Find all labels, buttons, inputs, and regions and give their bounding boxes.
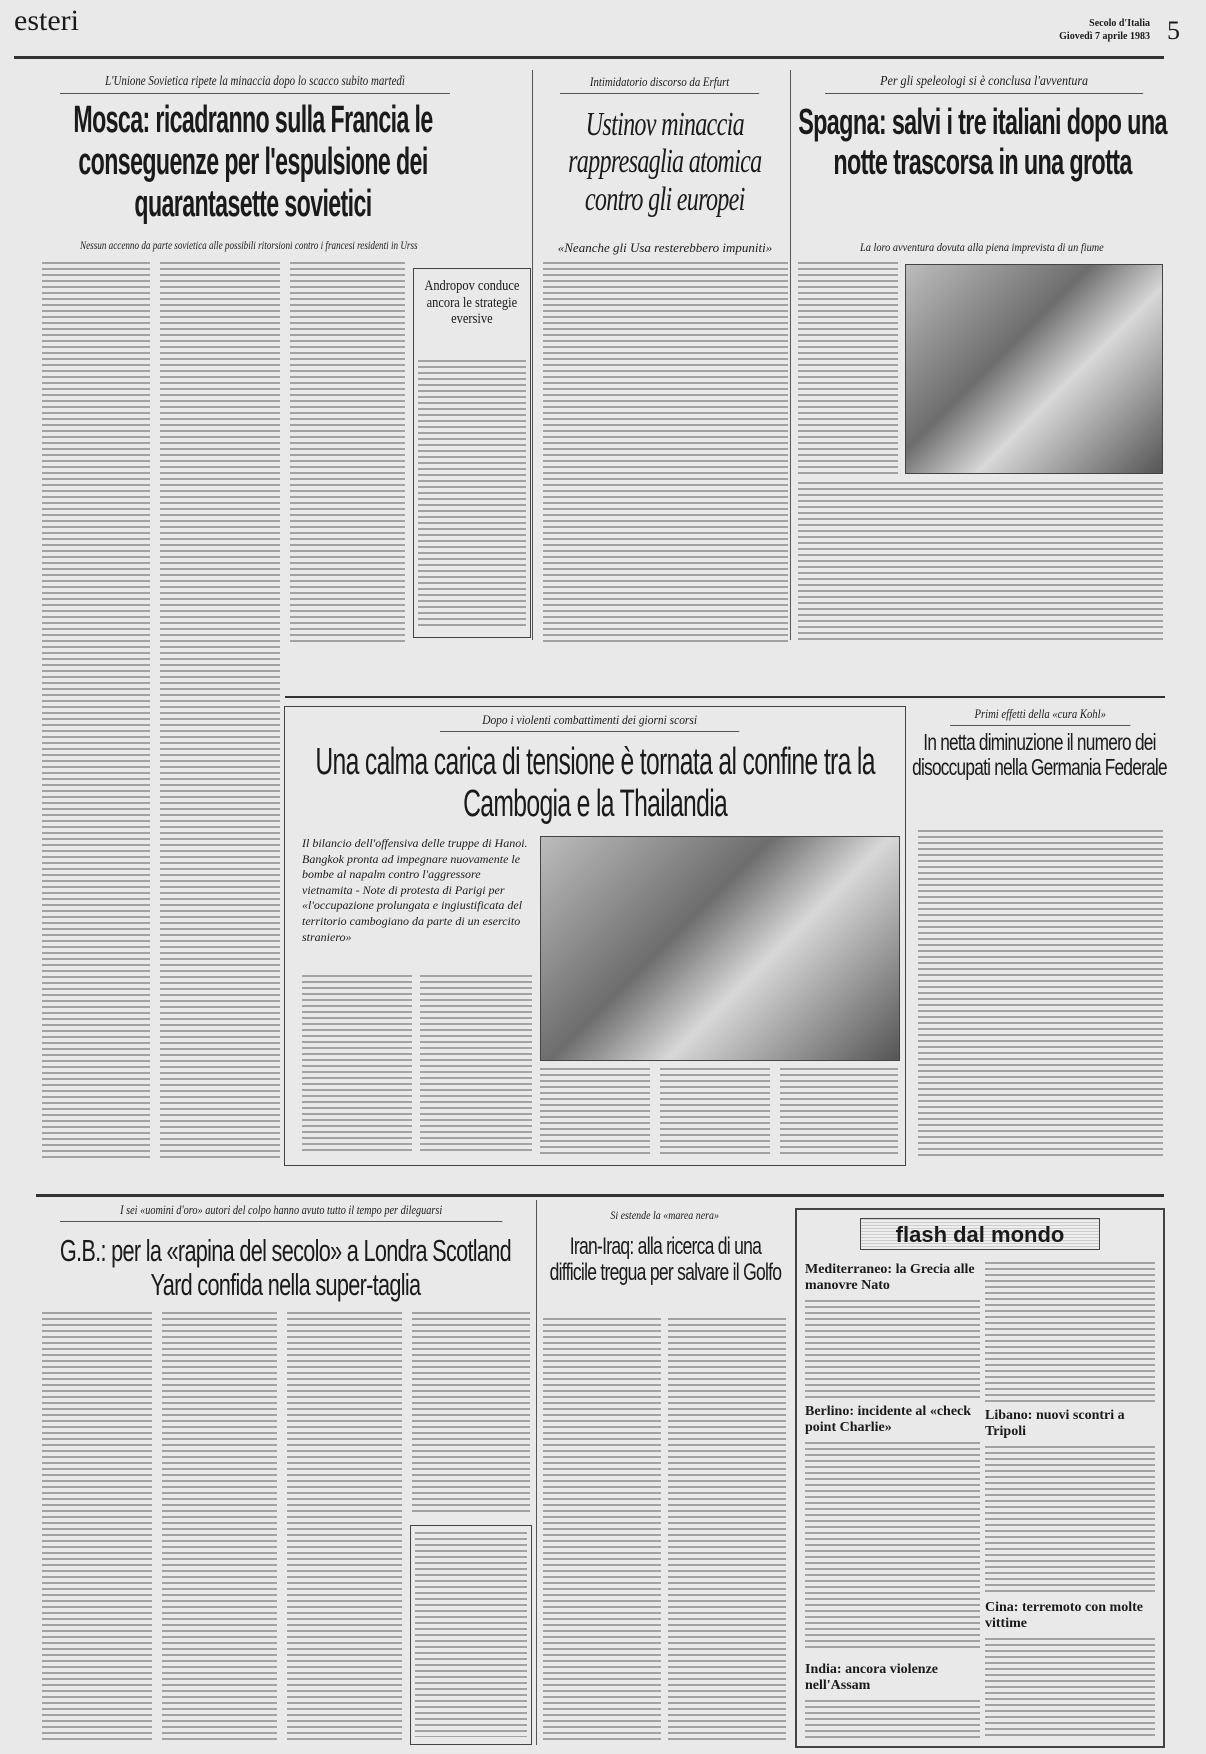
spagna-headline: Spagna: salvi i tre italiani dopo una notte trascorsa in una grotta bbox=[798, 101, 1167, 182]
ustinov-headline: Ustinov minaccia rappresaglia atomica contro gli europei bbox=[568, 106, 762, 218]
flash-item-body bbox=[805, 1442, 980, 1650]
middle-rule bbox=[285, 696, 1165, 698]
gb-body bbox=[412, 1312, 530, 1512]
kohl-kicker: Primi effetti della «cura Kohl» bbox=[950, 706, 1130, 726]
flash-item-body bbox=[805, 1700, 980, 1740]
iran-kicker: Si estende la «marea nera» bbox=[610, 1208, 720, 1222]
section-title: esteri bbox=[14, 4, 79, 37]
masthead-date: Giovedì 7 aprile 1983 bbox=[1059, 31, 1150, 42]
cambogia-body bbox=[420, 975, 532, 1155]
column-divider bbox=[532, 70, 533, 640]
spagna-subheadline: La loro avventura dovuta alla piena imprevista di un fiume bbox=[860, 240, 1104, 254]
ustinov-kicker: Intimidatorio discorso da Erfurt bbox=[560, 74, 759, 94]
cambogia-kicker: Dopo i violenti combattimenti dei giorni scorsi bbox=[440, 712, 739, 732]
flash-item-body bbox=[805, 1300, 980, 1398]
gb-body bbox=[287, 1312, 402, 1742]
masthead-paper: Secolo d'Italia bbox=[1089, 18, 1150, 29]
kohl-body bbox=[918, 830, 1163, 1160]
iran-headline: Iran-Iraq: alla ricerca di una difficile tregua per salvare il Golfo bbox=[549, 1233, 782, 1287]
cambogia-body bbox=[780, 1068, 898, 1158]
mosca-body bbox=[290, 262, 405, 642]
sidebar-body bbox=[418, 360, 526, 630]
spagna-body bbox=[798, 482, 1163, 642]
page-number: 5 bbox=[1167, 16, 1180, 45]
speleologists-photo bbox=[905, 264, 1163, 474]
refugees-photo bbox=[540, 836, 900, 1061]
column-divider bbox=[536, 1200, 537, 1745]
mosca-body bbox=[160, 262, 280, 1160]
bonn-body bbox=[415, 1532, 527, 1737]
flash-item-title: Libano: nuovi scontri a Tripoli bbox=[985, 1408, 1125, 1440]
cambogia-subheadline: Il bilancio dell'offensiva delle truppe di Hanoi. Bangkok pronta ad impegnare nuovamente le bombe al napalm contro l'aggressore vietnamita - Note di protesta di Parigi per «l'occupazione prolungata e ingiustificata del territorio cambogiano da parte di un esercito straniero» bbox=[302, 836, 528, 944]
ustinov-subheadline: «Neanche gli Usa resterebbero impuniti» bbox=[557, 240, 773, 255]
gb-kicker: I sei «uomini d'oro» autori del colpo hanno avuto tutto il tempo per dileguarsi bbox=[60, 1202, 502, 1222]
gb-body bbox=[42, 1312, 152, 1742]
spagna-body bbox=[798, 262, 898, 477]
gb-headline: G.B.: per la «rapina del secolo» a Londra Scotland Yard confida nella super-taglia bbox=[59, 1233, 512, 1303]
flash-item-title: India: ancora violenze nell'Assam bbox=[805, 1662, 938, 1694]
flash-item-title: Cina: terremoto con molte vittime bbox=[985, 1600, 1143, 1632]
flash-item-body bbox=[985, 1446, 1155, 1594]
cambogia-body bbox=[540, 1068, 650, 1158]
cambogia-headline: Una calma carica di tensione è tornata al confine tra la Cambogia e la Thailandia bbox=[315, 741, 875, 825]
spagna-kicker: Per gli speleologi si è conclusa l'avventura bbox=[825, 74, 1143, 94]
gb-body bbox=[162, 1312, 277, 1742]
sidebar-headline: Andropov conduce ancora le strategie eversive bbox=[424, 278, 520, 327]
iran-body bbox=[543, 1318, 661, 1743]
flash-item-body bbox=[985, 1638, 1155, 1736]
flash-item-body bbox=[985, 1262, 1155, 1402]
mosca-body bbox=[42, 262, 150, 1160]
flash-title: flash dal mondo bbox=[860, 1218, 1100, 1250]
kohl-headline: In netta diminuzione il numero dei disoccupati nella Germania Federale bbox=[912, 729, 1167, 781]
mosca-subheadline: Nessun accenno da parte sovietica alle possibili ritorsioni contro i francesi residenti in Urss bbox=[80, 238, 418, 252]
cambogia-body bbox=[660, 1068, 770, 1158]
column-divider bbox=[790, 70, 791, 640]
mosca-kicker: L'Unione Sovietica ripete la minaccia dopo lo scacco subito martedì bbox=[60, 74, 450, 94]
bottom-rule bbox=[36, 1194, 1164, 1197]
mosca-headline: Mosca: ricadranno sulla Francia le conseguenze per l'espulsione dei quarantasette sovietici bbox=[73, 99, 433, 225]
flash-item-title: Mediterraneo: la Grecia alle manovre Nato bbox=[805, 1262, 975, 1294]
cambogia-body bbox=[302, 975, 412, 1155]
iran-body bbox=[668, 1318, 786, 1743]
top-rule bbox=[14, 56, 1164, 59]
flash-item-title: Berlino: incidente al «check point Charlie» bbox=[805, 1404, 972, 1436]
ustinov-body bbox=[543, 262, 788, 642]
